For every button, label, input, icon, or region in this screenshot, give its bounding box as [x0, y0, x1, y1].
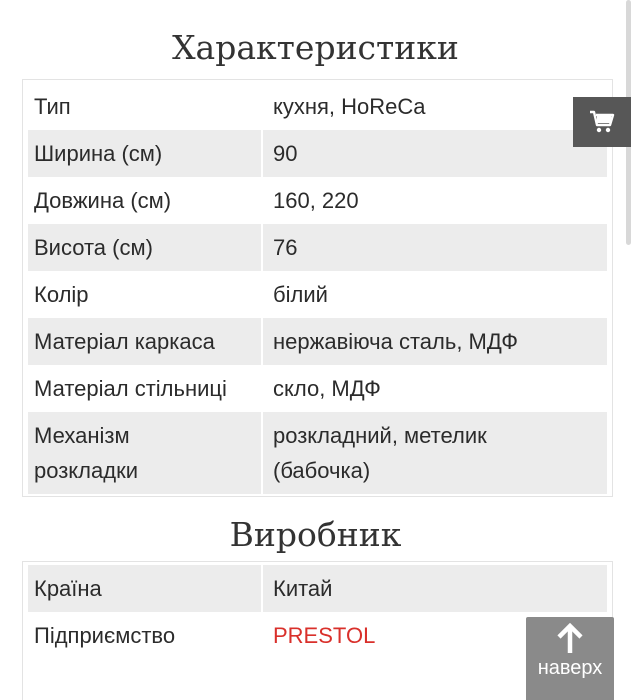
maker-value: Китай — [273, 576, 333, 601]
manufacturer-link[interactable]: PRESTOL — [273, 623, 376, 648]
table-row — [28, 365, 607, 412]
table-row — [28, 271, 607, 318]
spec-value: 76 — [273, 235, 298, 260]
table-row — [28, 612, 607, 659]
spec-key: Колір — [28, 271, 263, 318]
spec-value: 90 — [273, 141, 298, 166]
spec-key: Матеріал каркаса — [28, 318, 263, 365]
spec-key: Тип — [28, 83, 263, 130]
maker-title: Виробник — [229, 515, 402, 554]
maker-key: Підприємство — [28, 612, 263, 659]
table-row — [28, 224, 607, 271]
spec-key: Матеріал стільниці — [28, 365, 263, 412]
cart-button[interactable] — [573, 97, 631, 147]
scroll-top-button[interactable] — [526, 617, 614, 700]
spec-value: білий — [273, 282, 328, 307]
specs-title: Характеристики — [172, 28, 459, 67]
arrow-up-icon — [555, 623, 585, 655]
table-row — [28, 177, 607, 224]
cart-icon — [589, 110, 615, 134]
table-row — [28, 412, 607, 494]
table-row — [28, 130, 607, 177]
spec-key: Механізм розкладки — [28, 412, 263, 494]
table-row — [28, 318, 607, 365]
spec-key: Довжина (см) — [28, 177, 263, 224]
table-row — [28, 565, 607, 612]
maker-table — [22, 561, 613, 700]
scroll-top-label: наверх — [537, 657, 603, 679]
spec-value: скло, МДФ — [273, 376, 381, 401]
spec-value: розкладний, метелик (бабочка) — [273, 423, 487, 483]
maker-key: Країна — [28, 565, 263, 612]
specs-table — [22, 79, 613, 497]
spec-key: Ширина (см) — [28, 130, 263, 177]
spec-key: Висота (см) — [28, 224, 263, 271]
spec-value: 160, 220 — [273, 188, 359, 213]
spec-value: нержавіюча сталь, МДФ — [273, 329, 519, 354]
spec-value: кухня, HoReCa — [273, 94, 426, 119]
table-row — [28, 83, 607, 130]
